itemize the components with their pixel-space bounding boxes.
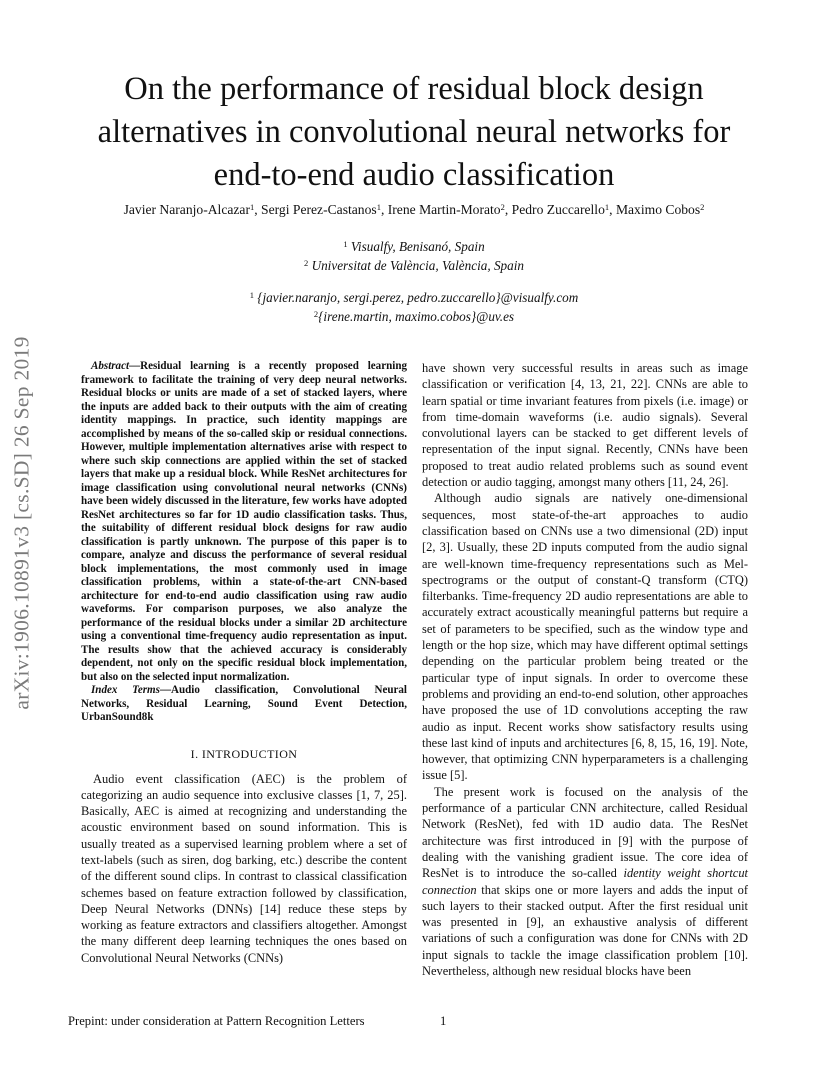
emphasis: identity weight shortcut connection bbox=[422, 866, 748, 897]
author: Irene Martin-Morato$^2$, bbox=[387, 202, 512, 217]
affiliation: $^1$ Visualfy, Benisanó, Spain bbox=[343, 239, 485, 254]
index-terms bbox=[81, 684, 407, 725]
paragraph: The present work is focused on the analysis of the performance of a particular CNN architecture, called Residual Network (ResNet), fed with 1D audio data. The ResNet architecture was first introduced in [9] with the purpose of dealing with the vanishing gradient issue. The core idea of ResNet is to introduce the so-called identity weight shortcut connection that skips one or more layers and adds the input of such layers to their stacked output. After the first residual unit was presented in [9], an exhaustive analysis of different variations of such a configuration was done for CNNs with 2D input signals to tackle the image classification problem [10]. Nevertheless, although new residual blocks have been bbox=[422, 784, 748, 978]
email-line: $^1$ {javier.naranjo, sergi.perez, pedro.zuccarello}@visualfy.com bbox=[249, 290, 579, 305]
author-list bbox=[40, 202, 788, 218]
emails bbox=[60, 287, 768, 325]
right-column bbox=[422, 360, 748, 979]
title-line: On the performance of residual block design bbox=[124, 71, 704, 107]
author: Maximo Cobos$^2$ bbox=[615, 202, 705, 217]
author: Javier Naranjo-Alcazar$^1$, bbox=[123, 202, 262, 217]
affiliation: $^2$ Universitat de València, València, Spain bbox=[304, 258, 524, 273]
author: Pedro Zuccarello$^1$, bbox=[511, 202, 616, 217]
section-heading: I. INTRODUCTION bbox=[190, 746, 298, 761]
index-terms-text: —Audio classification, Convolutional Neural Networks, Residual Learning, Sound Event Detection, UrbanSound8k bbox=[81, 684, 407, 723]
title-line: end-to-end audio classification bbox=[213, 157, 615, 193]
abstract-label: Abstract bbox=[91, 360, 130, 372]
arxiv-identifier: arXiv:1906.10891v3 [cs.SD] 26 Sep 2019 bbox=[9, 336, 34, 710]
paragraph: have shown very successful results in areas such as image classification or verification [4, 13, 21, 22]. CNNs are able to learn spatial or time invariant features from pixels (i.e. image) or from time-domain waveforms (i.e. audio signals). Several convolutional layers can be stacked to get different levels of representation of the input signal. Recently, CNNs have been proposed to treat audio related problems such as sound event detection or audio tagging, amongst many others [11, 24, 26]. bbox=[422, 361, 748, 490]
abstract bbox=[81, 360, 407, 684]
arxiv-sidebar bbox=[2, 288, 42, 758]
paragraph: Audio event classification (AEC) is the problem of categorizing an audio sequence into exclusive classes [1, 7, 25]. Basically, AEC is aimed at recognizing and understanding the acoustic environment based on sound information. This is usually treated as a supervised learning problem where a set of text-labels (such as siren, dog barking, etc.) describe the content of the different sound clips. In contrast to classical classification schemes based on feature extraction followed by classification, Deep Neural Networks (DNNs) [14] reduce these steps by working as feature extractors and classifiers altogether. Amongst the many different deep learning techniques the ones based on Convolutional Neural Networks (CNNs) bbox=[81, 771, 407, 965]
abstract-text: —Residual learning is a recently proposed learning framework to facilitate the training of very deep neural networks. Residual blocks or units are made of a set of stacked layers, where the inputs are added back to their outputs with the aim of creating identity mappings. In practice, such identity mappings are accomplished by means of the so-called skip or residual connections. However, multiple implementation alternatives arise with respect to where such skip connections are applied within the set of stacked layers that make up a residual block. While ResNet architectures for image classification using convolutional neural networks (CNNs) have been widely discussed in the literature, few works have adopted ResNet architectures so far for 1D audio classification tasks. Thus, the suitability of different residual block designs for raw audio classification is partly unknown. The purpose of this paper is to compare, analyze and discuss the performance of several residual block implementations, the most commonly used in image classification problems, within a state-of-the-art CNN-based architecture for end-to-end audio classification using raw audio waveforms. For comparison purposes, we also analyze the performance of the residual blocks under a similar 2D architecture using a conventional time-frequency audio representation as input. The results show that the achieved accuracy is considerably dependent, not only on the specific residual block implementation, but also on the selected input normalization. bbox=[81, 360, 407, 683]
email-line: $^2${irene.martin, maximo.cobos}@uv.es bbox=[313, 309, 515, 324]
index-terms-label: Index Terms bbox=[91, 684, 160, 696]
affiliations bbox=[60, 236, 768, 274]
left-column bbox=[81, 360, 407, 966]
title-line: alternatives in convolutional neural networks for bbox=[97, 114, 731, 150]
author: Sergi Perez-Castanos$^1$, bbox=[261, 202, 388, 217]
paragraph: Although audio signals are natively one-dimensional sequences, most state-of-the-art approaches to audio classification based on CNNs use a two dimensional (2D) input [2, 3]. Usually, these 2D inputs computed from the audio signal are well-known time-frequency representations such as Mel-spectrograms or the output of constant-Q transform (CTQ) filterbanks. Time-frequency 2D audio representations are able to accurately extract acoustically meaningful patterns but require a set of parameters to be specified, such as the window type and length or the hop size, which may have different optimal settings depending on the particular problem being treated or the particular type of input signals. In order to overcome these problems and providing an end-to-end solution, other approaches have proposed the use of 1D convolutions accepting the raw audio as input. Recent works show satisfactory results using these last kind of inputs and architectures [6, 8, 15, 16, 19]. Note, however, that optimizing CNN hyperparameters is a challenging issue [5]. bbox=[422, 491, 748, 783]
footer-note: Prepint: under consideration at Pattern Recognition Letters bbox=[68, 1014, 365, 1028]
page-number: 1 bbox=[440, 1014, 447, 1028]
paper-title bbox=[60, 68, 768, 197]
